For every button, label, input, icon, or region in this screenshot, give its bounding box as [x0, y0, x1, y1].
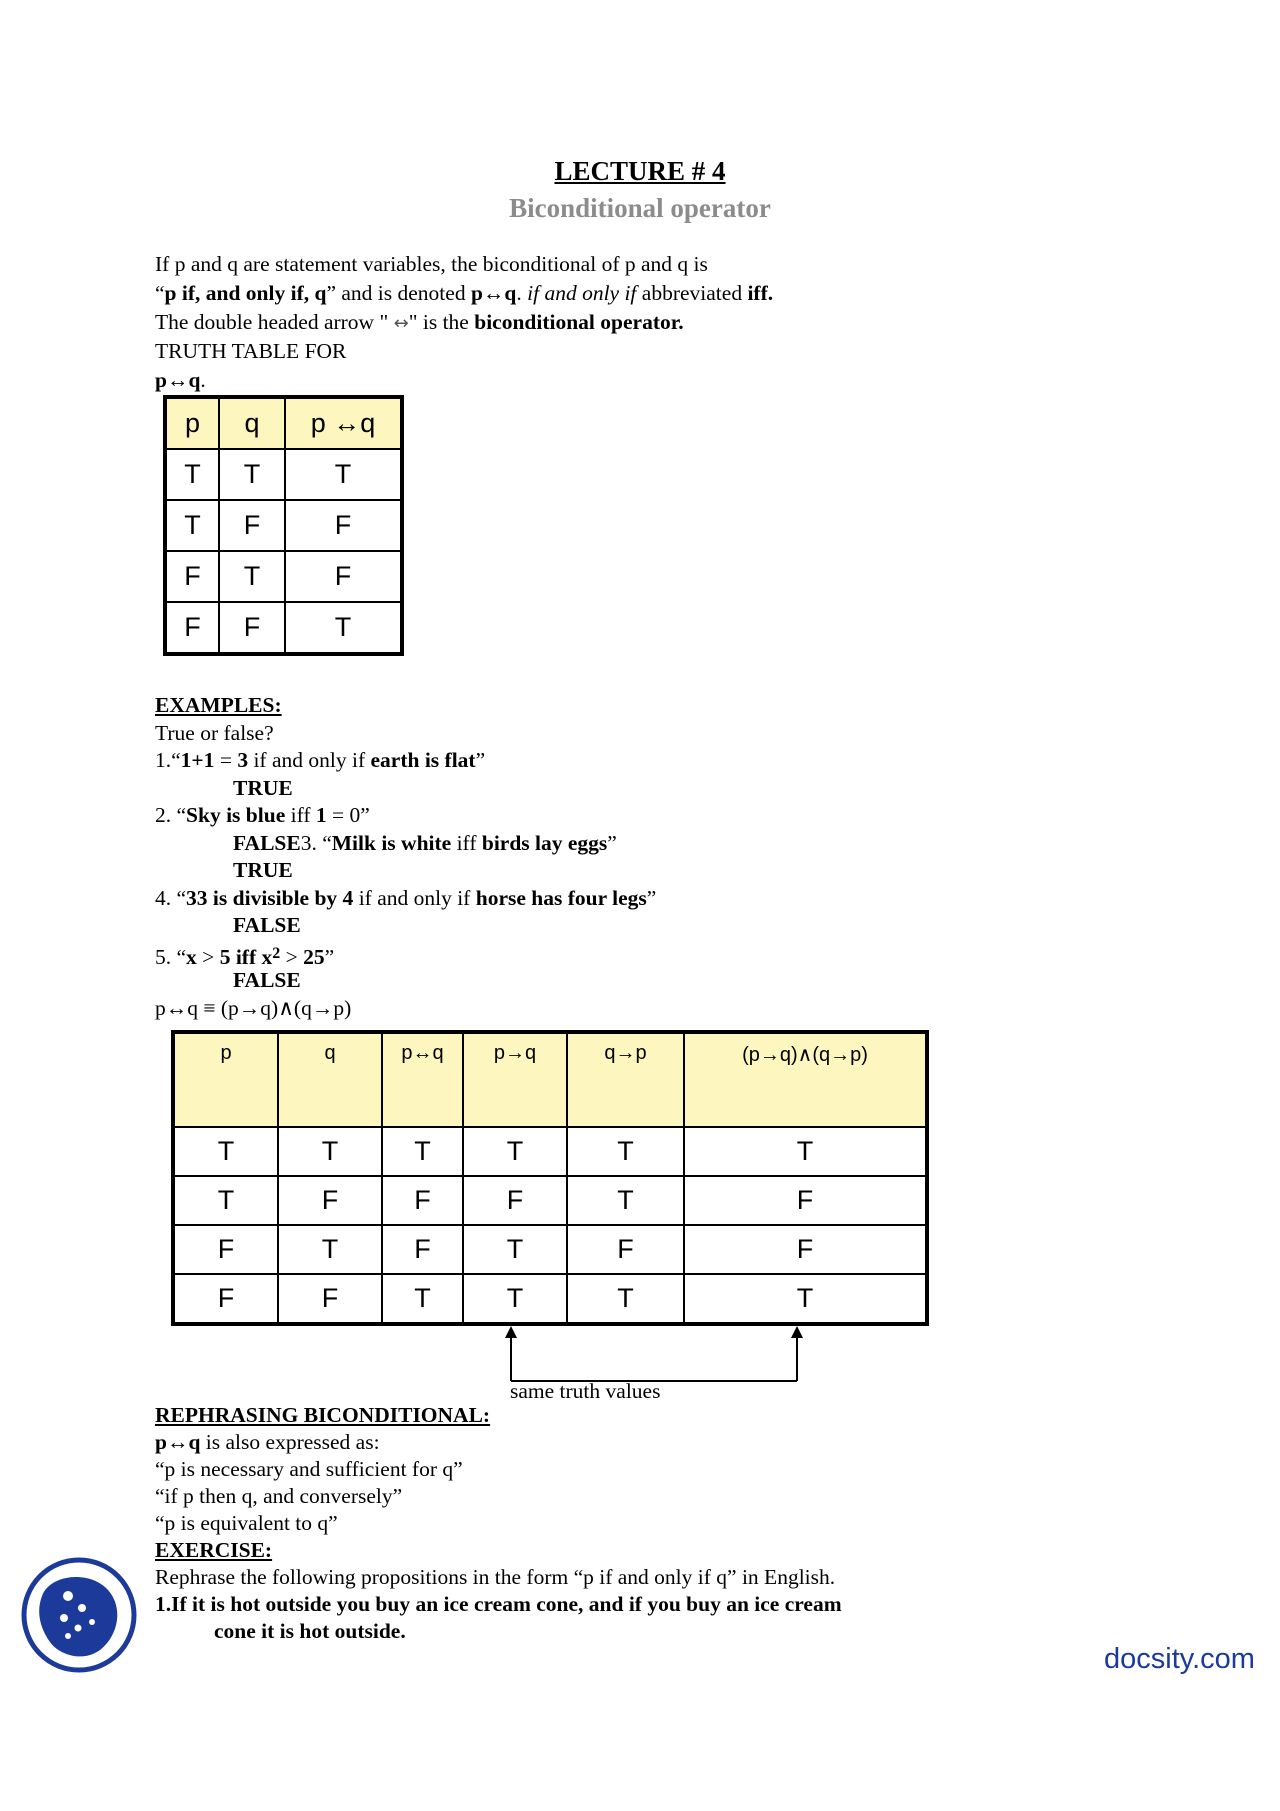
table-cell: T [173, 1176, 278, 1225]
table-row [165, 500, 402, 551]
table-cell: F [382, 1176, 463, 1225]
table-cell: F [165, 602, 219, 654]
intro-line-3: The double headed arrow " ↔" is the biconditional operator. [155, 310, 684, 334]
table-row [173, 1225, 927, 1274]
table-cell: F [285, 551, 402, 602]
table-cell: F [684, 1176, 927, 1225]
table-cell: T [219, 551, 285, 602]
intro-section [155, 250, 1155, 395]
example-2-answer-and-example-3: FALSE3. “Milk is white iff birds lay eggs” [233, 830, 617, 855]
rephrasing-heading: REPHRASING BICONDITIONAL: [155, 1403, 491, 1427]
table-header-cell: p↔q [382, 1032, 463, 1127]
table-cell: T [165, 449, 219, 500]
example-1-answer: TRUE [233, 775, 293, 800]
table-cell: F [285, 500, 402, 551]
table-cell: T [567, 1127, 684, 1176]
rephrasing-and-exercise-section [155, 1402, 1155, 1645]
table-cell: T [567, 1274, 684, 1324]
table-cell: T [463, 1274, 567, 1324]
table-cell: F [567, 1225, 684, 1274]
equivalence-formula: p↔q ≡ (p→q)∧(q→p) [155, 995, 352, 1020]
rephrasing-line-1: p↔q is also expressed as: [155, 1430, 380, 1454]
table-cell: F [173, 1225, 278, 1274]
table-cell: T [684, 1274, 927, 1324]
table-cell: F [173, 1274, 278, 1324]
table-cell: T [285, 602, 402, 654]
exercise-line-2: 1.If it is hot outside you buy an ice cream cone, and if you buy an ice cream [155, 1592, 842, 1616]
docsity-brand-link[interactable]: docsity.com [1104, 1643, 1255, 1675]
table-cell: F [278, 1274, 382, 1324]
example-3-answer: TRUE [233, 858, 293, 882]
table-row [165, 602, 402, 654]
table-cell: T [463, 1225, 567, 1274]
table-cell: T [278, 1225, 382, 1274]
intro-line-1: If p and q are statement variables, the biconditional of p and q is [155, 252, 708, 276]
example-2: 2. “Sky is blue iff 1 = 0” [155, 803, 370, 827]
table-cell: T [463, 1127, 567, 1176]
table-cell: T [567, 1176, 684, 1225]
table-cell: T [382, 1127, 463, 1176]
table-header-cell: q [219, 397, 285, 449]
table-header-row [165, 397, 402, 449]
exercise-line-1: Rephrase the following propositions in the form “p if and only if q” in English. [155, 1565, 836, 1589]
table-cell: F [684, 1225, 927, 1274]
exercise-heading: EXERCISE: [155, 1538, 273, 1562]
table-row [165, 551, 402, 602]
table-cell: F [219, 500, 285, 551]
table-cell: T [219, 449, 285, 500]
table-header-cell: q→p [567, 1032, 684, 1127]
table-cell: T [278, 1127, 382, 1176]
example-4-answer: FALSE [233, 913, 301, 937]
truth-table-biconditional [163, 395, 404, 656]
table-cell: F [219, 602, 285, 654]
intro-line-2: “p if, and only if, q” and is denoted p↔q. if and only if abbreviated iff. [155, 281, 774, 305]
table-header-cell: (p→q)∧(q→p) [684, 1032, 927, 1127]
table-header-cell: p→q [463, 1032, 567, 1127]
table-cell: F [278, 1176, 382, 1225]
examples-section [155, 692, 1155, 1022]
examples-heading: EXAMPLES: [155, 693, 282, 717]
rephrasing-line-2: “p is necessary and sufficient for q” [155, 1457, 463, 1481]
arrowhead-up-icon [791, 1326, 803, 1338]
lecture-title: LECTURE # 4 [554, 156, 726, 186]
table-row [173, 1274, 927, 1324]
table-row [165, 449, 402, 500]
intro-line-4: TRUTH TABLE FOR [155, 339, 347, 363]
table-cell: F [463, 1176, 567, 1225]
arrowhead-up-icon [505, 1326, 517, 1338]
table-header-cell: p [165, 397, 219, 449]
example-5-answer: FALSE [233, 968, 301, 992]
examples-question: True or false? [155, 720, 274, 745]
table-cell: T [684, 1127, 927, 1176]
rephrasing-line-3: “if p then q, and conversely” [155, 1484, 403, 1508]
docsity-logo-icon [20, 1556, 138, 1674]
table-header-cell: p ↔q [285, 397, 402, 449]
table-cell: T [165, 500, 219, 551]
table-cell: T [285, 449, 402, 500]
intro-line-5: p↔q. [155, 368, 206, 392]
biconditional-arrow-icon: ↔ [393, 313, 409, 334]
table-cell: T [382, 1274, 463, 1324]
table-header-row [173, 1032, 927, 1127]
table-row [173, 1176, 927, 1225]
exercise-line-3: cone it is hot outside. [214, 1619, 406, 1643]
rephrasing-line-4: “p is equivalent to q” [155, 1511, 338, 1535]
table-cell: F [382, 1225, 463, 1274]
same-truth-values-label: same truth values [510, 1379, 661, 1403]
table-header-cell: q [278, 1032, 382, 1127]
example-1: 1.“1+1 = 3 if and only if earth is flat” [155, 748, 486, 772]
example-5: 5. “x > 5 iff $x^2 > 25$” [155, 944, 335, 969]
table-cell: F [165, 551, 219, 602]
example-4: 4. “33 is divisible by 4 if and only if horse has four legs” [155, 885, 657, 910]
lecture-subtitle: Biconditional operator [509, 193, 771, 223]
table-row [173, 1127, 927, 1176]
table-cell: T [173, 1127, 278, 1176]
truth-table-equivalence [171, 1030, 929, 1326]
table-header-cell: p [173, 1032, 278, 1127]
